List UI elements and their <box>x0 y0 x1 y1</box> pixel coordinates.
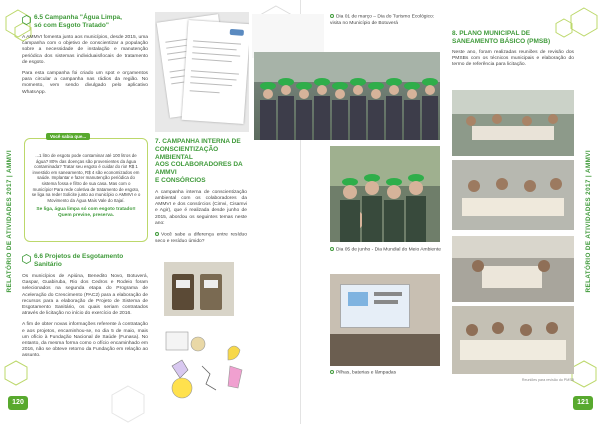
section-title: 7. CAMPANHA INTERNA DE <box>155 138 241 145</box>
section-title: só com Esgoto Tratado" <box>34 21 109 29</box>
caption-text: Dia 01 de março – Dia do Turismo Ecológico: visita no Município de Botuverá <box>330 14 435 26</box>
sidebar-title: RELATÓRIO DE ATIVIDADES 2017 | AMMVI <box>585 150 592 293</box>
presentation-photo <box>330 274 440 366</box>
section-title: E CONSÓRCIOS <box>155 176 206 184</box>
page-number: 121 <box>573 396 593 410</box>
section-title: CONSCIENTIZAÇÃO AMBIENTAL <box>155 145 219 161</box>
paragraph: A fim de obter novas informações referente à contratação e aos projetos, encaminhou-se, no dia 5 de maio, mais um ofício à Fundação Nacional de Saúde (Funasa). No entanto, da mesma forma como o ofício encaminhado em 2016, não se obteve retorno da Fundação em relação ao assunto. <box>22 322 148 359</box>
group-selfie-photo <box>330 146 440 242</box>
bullet-item: Você sabe a diferença entre resíduo seco e resíduo úmido? <box>155 232 247 244</box>
hexagon-outline-icon <box>571 360 597 388</box>
page-number: 120 <box>8 396 28 410</box>
section-title: 6.6 Projetos de Esgotamento <box>34 253 124 260</box>
section-8 <box>452 30 574 68</box>
meeting-photo <box>452 306 574 374</box>
bullet-circle-icon <box>330 14 334 18</box>
paragraph: A campanha interna de conscientização ambiental com os colaboradores da AMMVI e dos consórcios (Cimvi, Cisamvi e Agir), que é realizada desde junho de 2015, abordou os seguintes temas neste ano: <box>155 189 247 226</box>
did-you-know-text: ...1 litro de esgoto pode contaminar até 100 litros de água? 80% das doenças são provenientes da água contaminada? Tratar seu esgoto é cuidar do rio! R$ 1 investido em saneamento, R$ 4 são economizados em saúde. Implantar e fazer manutenção periódica do sistema fossa e filtro de sua casa. Mas com o município! Para rede coletiva de tratamento de esgoto, se liga na rede! Solicite junto ao município o AMMVI e o Movimento da Água Mais Vale do Itajaí. <box>31 153 141 203</box>
paragraph: Para esta campanha foi criado um spot e orçamentos para circular a campanha nas rádios da região. No momento, vem sendo divulgado pelo aplicativo WhatsApp. <box>22 71 148 95</box>
did-you-know-box <box>24 138 148 242</box>
paragraph: A AMMVI fomenta junto aos municípios, desde 2015, uma campanha com o objetivo de conscientizar a população sobre a necessidade de instalação e manutenção periódica dos sistemas individuais/locais de tratamento de esgoto. <box>22 35 148 65</box>
section-title: SANEAMENTO BÁSICO (PMSB) <box>452 37 551 45</box>
paragraph: Os municípios de Apiúna, Benedito Novo, Botuverá, Gaspar, Guabiruba, Rio dos Cedros e Rodeio foram selecionados na segunda etapa do Programa de Aceleração do Crescimento (PAC2) para a elaboração de recursos para a elaboração de Projeto de Sistema de Esgotamento Sanitário, os quais seriam contratados através de licitação no início do exercício de 2016. <box>22 274 148 317</box>
section-title: AOS COLABORADORES DA AMMVI <box>155 161 243 177</box>
photo-caption <box>330 14 440 27</box>
group-photo-green-hats <box>254 52 440 140</box>
section-heading <box>22 253 148 268</box>
bullet-circle-icon <box>330 247 334 251</box>
bullet-circle-icon <box>330 370 334 374</box>
hexagon-outline-icon <box>110 384 146 424</box>
bullet-circle-icon <box>155 232 159 236</box>
meeting-photo <box>452 236 574 302</box>
did-you-know-tag: Você sabia que... <box>46 133 90 140</box>
section-title: 8. PLANO MUNICIPAL DE <box>452 30 531 37</box>
section-title: Sanitário <box>34 260 62 268</box>
bullet-item: Pilhas, baterias e lâmpadas <box>330 370 442 377</box>
hexagon-outline-icon <box>4 360 28 386</box>
waste-bins-photo <box>164 262 234 316</box>
column-left <box>22 14 148 96</box>
paragraph: Neste ano, foram realizadas reuniões de revisão dos PMSBs com os técnicos municipais e elaboração do termo de referência para licitação. <box>452 49 574 67</box>
bullet-list <box>330 247 442 254</box>
document-photo <box>155 12 249 132</box>
photo-credit: Reuniões para revisão do PMSB <box>521 378 574 382</box>
section-title: 6.5 Campanha "Água Limpa, <box>34 14 122 21</box>
hexagon-outline-icon <box>22 254 31 264</box>
meeting-photo <box>452 160 574 230</box>
bullet-item: Dia 05 de junho - Dia Mundial do Meio Ambiente <box>330 247 442 254</box>
hexagon-outline-icon <box>22 15 31 25</box>
section-7 <box>155 138 247 245</box>
slogan: Se liga, água limpa só com esgoto tratado!! Quem previne, preserva. <box>36 207 136 219</box>
meeting-photo <box>452 90 574 156</box>
waste-sorting-illustration <box>158 326 258 406</box>
sidebar-title: RELATÓRIO DE ATIVIDADES 2017 | AMMVI <box>6 150 13 293</box>
bullet-list <box>330 370 442 377</box>
section-66 <box>22 253 148 360</box>
document-sheet <box>182 20 249 124</box>
section-heading <box>22 14 148 29</box>
